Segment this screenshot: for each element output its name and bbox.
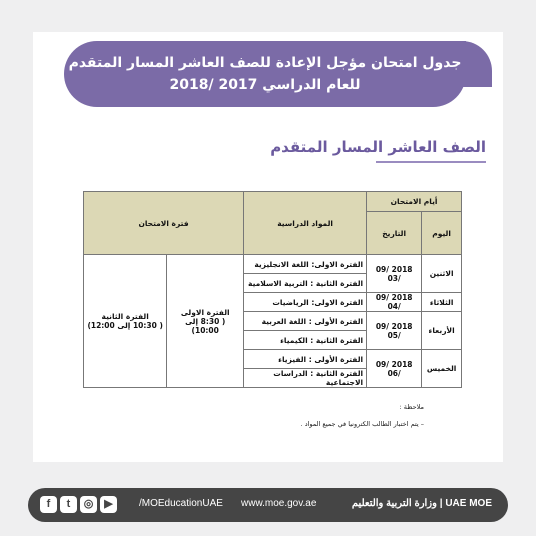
social-handle[interactable]: /MOEducationUAE [139,498,223,509]
row-date: 2018 /09 /03 [367,255,422,293]
period1-title: الفترة الاولى [180,307,230,317]
row-subject: الفترة الاولى: الرياضيات [244,293,367,312]
note-label: ملاحظة : [399,403,424,411]
row-subject: الفترة الثانية : الدراسات الاجتماعية [244,369,367,388]
period2-time: ( 10:30 إلى 12:00) [87,321,163,330]
row-day: الثلاثاء [422,293,462,312]
row-subject: الفترة الأولى : الفيزياء [244,350,367,369]
period2-title: الفترة الثانية [101,312,149,321]
header-exam-days: أيام الامتحان [367,192,462,212]
exam-schedule-table [83,191,462,388]
header-exam-period: فترة الامتحان [84,192,244,255]
row-date: 2018 /09 /05 [367,312,422,350]
row-date: 2018 /09 /06 [367,350,422,388]
row-subject: الفترة الأولى : اللغة العربية [244,312,367,331]
period1-cell [167,255,244,388]
ministry-brand: وزارة التربية والتعليم | UAE MOE [351,498,492,509]
header-day: اليوم [422,212,462,255]
section-title: الصف العاشر المسار المتقدم [270,138,486,156]
row-subject: الفترة الثانية : الكيمياء [244,331,367,350]
section-underline [376,161,486,163]
social-icons [40,496,117,513]
row-day: الاثنين [422,255,462,293]
row-subject: الفترة الاولى: اللغة الانجليزية [244,255,367,274]
header-subjects: المواد الدراسية [244,192,367,255]
row-day: الأربعاء [422,312,462,350]
row-subject: الفترة الثانية : التربية الاسلامية [244,274,367,293]
row-date: 2018 /09 /04 [367,293,422,312]
title-banner [64,41,466,107]
header-date: التاريخ [367,212,422,255]
twitter-icon[interactable]: t [60,496,77,513]
website-link[interactable]: www.moe.gov.ae [241,498,317,509]
instagram-icon[interactable]: ◎ [80,496,97,513]
facebook-icon[interactable]: f [40,496,57,513]
youtube-icon[interactable]: ▶ [100,496,117,513]
period1-time: ( 8:30 إلى 10:00) [185,316,226,335]
period2-cell [84,255,167,388]
banner-title-line2: للعام الدراسي 2017 /2018 [169,77,361,93]
banner-title-line1: جدول امتحان مؤجل الإعادة للصف العاشر المسار المتقدم [68,55,462,71]
note-text: – يتم اختبار الطالب الكترونيا في جميع المواد . [300,420,424,428]
row-day: الخميس [422,350,462,388]
footer-bar [28,488,508,522]
